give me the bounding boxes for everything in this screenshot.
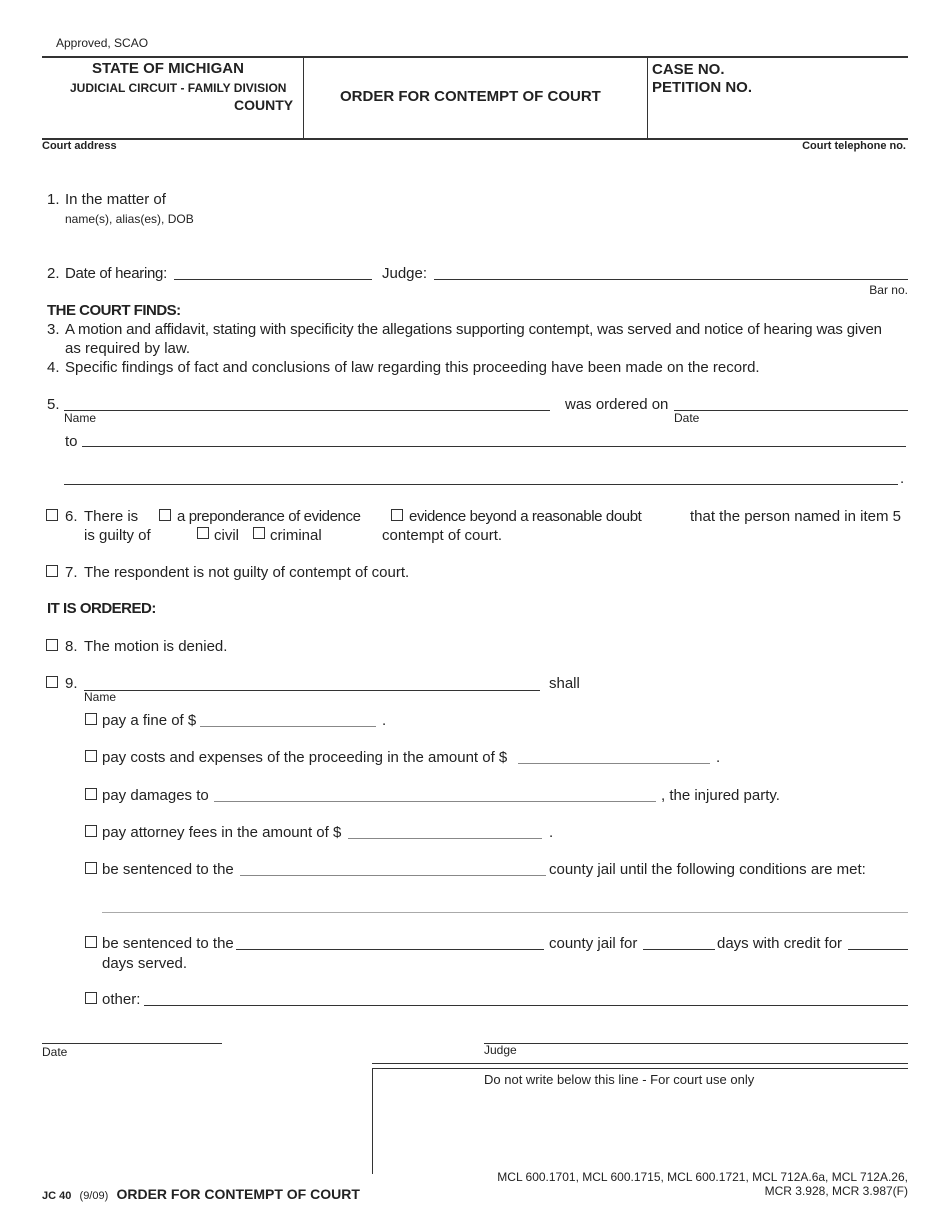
item5-to-label: to: [65, 433, 78, 450]
form-title: ORDER FOR CONTEMPT OF COURT: [340, 88, 601, 105]
sentence-jail-days-checkbox[interactable]: [85, 936, 97, 948]
damages-party-field[interactable]: [214, 801, 656, 802]
header-bottom-rule: [42, 138, 908, 140]
item2-number: 2.: [47, 265, 60, 282]
damages-label: pay damages to: [102, 787, 209, 804]
criminal-checkbox[interactable]: [253, 527, 265, 539]
conditions-field[interactable]: [102, 912, 908, 913]
county-jail-for-label: county jail for: [549, 935, 638, 952]
civil-label: civil: [214, 527, 239, 544]
attorney-period: .: [549, 824, 554, 841]
header-top-rule: [42, 56, 908, 58]
circuit-label: JUDICIAL CIRCUIT - FAMILY DIVISION: [70, 81, 287, 95]
preponderance-label: a preponderance of evidence: [177, 508, 361, 525]
court-finds-heading: THE COURT FINDS:: [47, 302, 181, 319]
item3-line1: A motion and affidavit, stating with specificity the allegations supporting contempt, was served and notice of hearing was given: [65, 321, 882, 338]
fine-label: pay a fine of $: [102, 712, 197, 729]
item6-number: 6.: [65, 508, 78, 525]
item7-text: The respondent is not guilty of contempt of court.: [84, 564, 410, 581]
item9-shall: shall: [549, 675, 580, 692]
court-use-text: Do not write below this line - For court use only: [484, 1072, 755, 1087]
fine-period: .: [382, 712, 387, 729]
item8-number: 8.: [65, 638, 78, 655]
item5-period: .: [900, 470, 905, 487]
costs-amount-field[interactable]: [518, 763, 710, 764]
fine-amount-field[interactable]: [200, 726, 376, 727]
other-field[interactable]: [144, 1005, 908, 1006]
preponderance-checkbox[interactable]: [159, 509, 171, 521]
county-label: COUNTY: [234, 97, 294, 113]
civil-checkbox[interactable]: [197, 527, 209, 539]
other-label: other:: [102, 991, 141, 1008]
header-divider-1: [303, 56, 304, 138]
item4-number: 4.: [47, 359, 60, 376]
mcl-line-1: MCL 600.1701, MCL 600.1715, MCL 600.1721, MCL 712A.6a, MCL 712A.26,: [497, 1170, 908, 1184]
costs-label: pay costs and expenses of the proceeding in the amount of $: [102, 749, 508, 766]
mcl-line-2: MCR 3.928, MCR 3.987(F): [764, 1184, 908, 1198]
item8-text: The motion is denied.: [84, 638, 228, 655]
ordered-heading: IT IS ORDERED:: [47, 600, 156, 617]
bar-no-label: Bar no.: [869, 283, 908, 297]
attorney-checkbox[interactable]: [85, 825, 97, 837]
item9-name-field[interactable]: [84, 690, 540, 691]
mcl-reference: [497, 1170, 908, 1198]
form-footer: [42, 1186, 360, 1203]
item3-number: 3.: [47, 321, 60, 338]
item9-number: 9.: [65, 675, 78, 692]
date-caption: Date: [42, 1045, 68, 1059]
header-divider-2: [647, 56, 648, 138]
state-name: STATE OF MICHIGAN: [92, 60, 244, 77]
judge-field[interactable]: [434, 279, 908, 280]
court-address-label: Court address: [42, 140, 117, 152]
credit-days-field[interactable]: [848, 949, 908, 950]
judge-label: Judge:: [382, 265, 428, 282]
item8-checkbox[interactable]: [46, 639, 58, 651]
item6-checkbox[interactable]: [46, 509, 58, 521]
item1-number: 1.: [47, 191, 60, 208]
costs-period: .: [716, 749, 721, 766]
beyond-doubt-label: evidence beyond a reasonable doubt: [409, 508, 642, 525]
item4-text: Specific findings of fact and conclusions of law regarding this proceeding have been made on the record.: [65, 359, 760, 376]
item5-date-field[interactable]: [674, 410, 908, 411]
item5-to-field[interactable]: [82, 446, 906, 447]
ordered-on-label: was ordered on: [565, 396, 669, 413]
item7-checkbox[interactable]: [46, 565, 58, 577]
item5-number: 5.: [47, 396, 60, 413]
attorney-amount-field[interactable]: [348, 838, 542, 839]
judge-caption: Judge: [484, 1043, 517, 1057]
item9-name-caption: Name: [84, 690, 117, 704]
beyond-doubt-checkbox[interactable]: [391, 509, 403, 521]
item7-number: 7.: [65, 564, 78, 581]
item1-sub: name(s), alias(es), DOB: [65, 212, 194, 226]
days-served-label: days served.: [102, 955, 188, 972]
case-no-label: CASE NO.: [652, 61, 725, 78]
fine-checkbox[interactable]: [85, 713, 97, 725]
days-credit-label: days with credit for: [717, 935, 843, 952]
date-signature-line[interactable]: [42, 1043, 222, 1044]
court-phone-label: Court telephone no.: [802, 140, 906, 152]
petition-no-label: PETITION NO.: [652, 79, 753, 96]
sentence-jail-conditions-checkbox[interactable]: [85, 862, 97, 874]
item5-to-field-2[interactable]: [64, 484, 898, 485]
criminal-label: criminal: [270, 527, 322, 544]
item6-that-text: that the person named in item 5: [690, 508, 901, 525]
court-use-rule-1: [372, 1063, 908, 1064]
item9-checkbox[interactable]: [46, 676, 58, 688]
other-checkbox[interactable]: [85, 992, 97, 1004]
damages-end: , the injured party.: [661, 787, 780, 804]
court-use-divider: [372, 1068, 373, 1174]
approved-text: Approved, SCAO: [56, 36, 149, 50]
hearing-date-field[interactable]: [174, 279, 372, 280]
hearing-date-label: Date of hearing:: [65, 265, 167, 282]
costs-checkbox[interactable]: [85, 750, 97, 762]
judge-signature-line[interactable]: [484, 1043, 908, 1044]
item6-guilty-label: is guilty of: [84, 527, 151, 544]
item5-date-caption: Date: [674, 411, 700, 425]
sentence-jail-conditions-end: county jail until the following conditions are met:: [549, 861, 866, 878]
item6-there-is: There is: [84, 508, 139, 525]
form-date: (9/09): [79, 1190, 109, 1202]
sentence-county-field[interactable]: [240, 875, 546, 876]
jail-days-field[interactable]: [643, 949, 715, 950]
damages-checkbox[interactable]: [85, 788, 97, 800]
item5-name-caption: Name: [64, 411, 97, 425]
item3-line2: as required by law.: [65, 340, 191, 357]
sentence-jail-conditions-label: be sentenced to the: [102, 861, 234, 878]
sentence-county-field-2[interactable]: [236, 949, 544, 950]
form-code: JC 40: [42, 1190, 72, 1202]
item1-text: In the matter of: [65, 191, 166, 208]
item6-contempt-text: contempt of court.: [382, 527, 503, 544]
court-use-rule-2: [372, 1068, 908, 1069]
form-name: ORDER FOR CONTEMPT OF COURT: [116, 1186, 360, 1202]
attorney-label: pay attorney fees in the amount of $: [102, 824, 342, 841]
sentence-jail-days-label: be sentenced to the: [102, 935, 234, 952]
item5-name-field[interactable]: [64, 410, 550, 411]
